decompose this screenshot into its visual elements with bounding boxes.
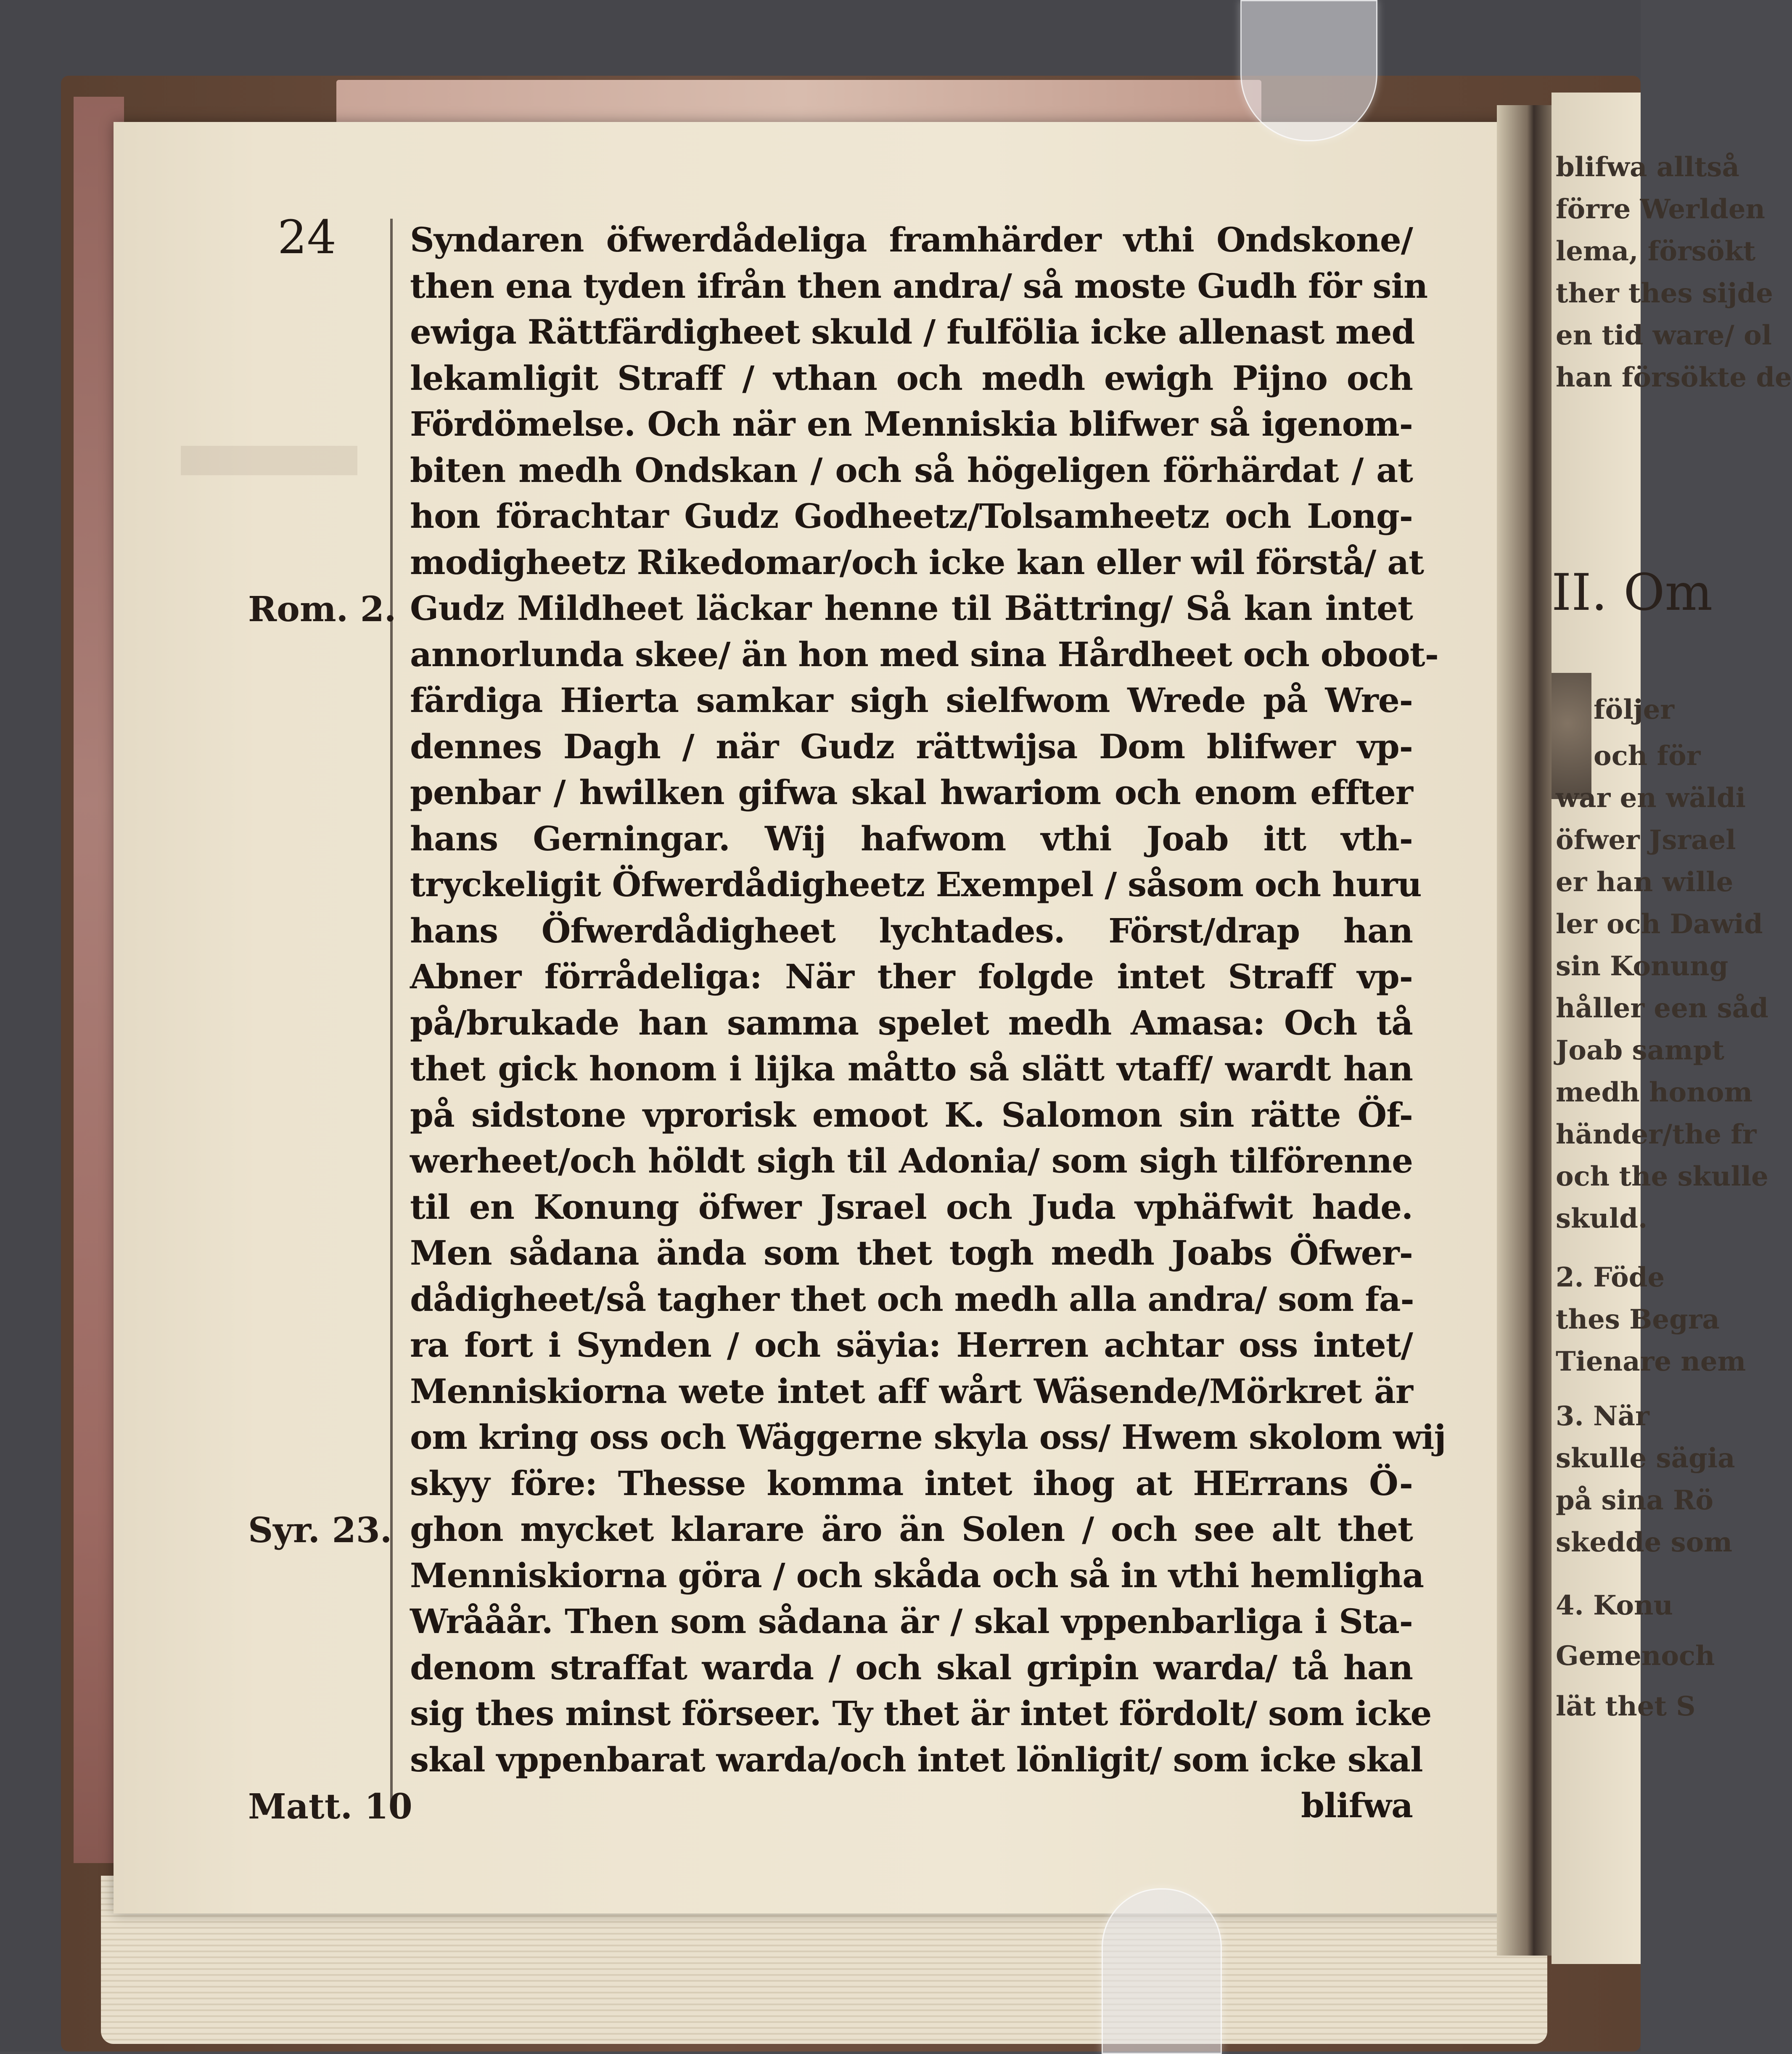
marginal-note: Matt. 10 <box>248 1787 412 1827</box>
facing-page-line: thes Begra <box>1556 1304 1720 1335</box>
text-line: skyy före: Thesse komma intet ihog at HErrans Ö- <box>410 1463 1413 1503</box>
facing-page-line: Joab sampt <box>1556 1035 1724 1066</box>
text-line: werheet/och höldt sigh til Adonia/ som sigh tilförenne <box>410 1141 1413 1181</box>
text-line: blifwa <box>1301 1786 1413 1825</box>
facing-page-line: han försökte de <box>1556 362 1792 393</box>
facing-page-line: och the skulle <box>1556 1161 1768 1192</box>
decorated-initial-icon <box>1551 673 1591 799</box>
facing-page-line: skuld. <box>1556 1203 1648 1234</box>
text-line: Gudz Mildheet läckar henne til Bättring/ Så kan intet <box>410 588 1413 628</box>
text-line: om kring oss och Wäggerne skyla oss/ Hwem skolom wij <box>410 1417 1446 1457</box>
facing-page-line: händer/the fr <box>1556 1119 1757 1150</box>
text-line: sig thes minst förseer. Ty thet är intet fördolt/ som icke <box>410 1694 1432 1733</box>
facing-page-line: skulle sägia <box>1556 1443 1735 1474</box>
facing-page-line: förre Werlden <box>1556 193 1766 225</box>
facing-page-line: följer <box>1594 694 1675 725</box>
facing-page-line: 4. Konu <box>1556 1590 1673 1621</box>
text-line: på sidstone vprorisk emoot K. Salomon sin rätte Öf- <box>410 1095 1413 1135</box>
page-clip-bottom <box>1102 1888 1222 2054</box>
facing-page-line: skedde som <box>1556 1527 1733 1558</box>
facing-page-line: Gemenoch <box>1556 1640 1715 1672</box>
text-line: tryckeligit Öfwerdådigheetz Exempel / såsom och huru <box>410 865 1422 904</box>
facing-page-line: medh honom <box>1556 1077 1753 1108</box>
text-line: ghon mycket klarare äro än Solen / och see alt thet <box>410 1509 1413 1549</box>
facing-page-line: lema, försökt <box>1556 236 1756 267</box>
page-number: 24 <box>278 210 336 264</box>
text-line: Wrååår. Then som sådana är / skal vppenbarliga i Sta- <box>410 1601 1413 1641</box>
cover-top-edge <box>336 80 1261 126</box>
margin-rule <box>390 219 393 1804</box>
text-line: til en Konung öfwer Jsrael och Juda vphäfwit hade. <box>410 1187 1413 1227</box>
facing-page-heading: II. Om <box>1551 564 1713 622</box>
text-line: färdiga Hierta samkar sigh sielfwom Wrede på Wre- <box>410 680 1413 720</box>
text-line: på/brukade han samma spelet medh Amasa: Och tå <box>410 1003 1413 1043</box>
facing-page-line: blifwa alltså <box>1556 151 1739 183</box>
text-line: penbar / hwilken gifwa skal hwariom och enom effter <box>410 773 1413 812</box>
facing-page-line: en tid ware/ ol <box>1556 320 1772 351</box>
facing-page <box>1551 93 1792 1964</box>
facing-page-line: war en wäldi <box>1556 782 1746 814</box>
facing-page-line: sin Konung <box>1556 950 1729 982</box>
facing-page-line: håller een såd <box>1556 993 1768 1024</box>
facing-page-line: lät thet S <box>1556 1691 1696 1722</box>
text-line: dådigheet/så tagher thet och medh alla andra/ som fa- <box>410 1279 1414 1319</box>
text-line: Abner förrådeliga: När ther folgde intet Straff vp- <box>410 957 1413 996</box>
text-line: then ena tyden ifrån then andra/ så moste Gudh för sin <box>410 266 1428 306</box>
text-line: Syndaren öfwerdådeliga framhärder vthi Ondskone/ <box>410 220 1413 259</box>
text-line: dennes Dagh / när Gudz rättwijsa Dom blifwer vp- <box>410 726 1413 766</box>
marginal-note: Syr. 23. <box>248 1510 392 1551</box>
text-line: hon förachtar Gudz Godheetz/Tolsamheetz och Long- <box>410 496 1413 536</box>
facing-page-line: öfwer Jsrael <box>1556 824 1736 856</box>
show-through-smudge <box>181 446 357 475</box>
text-line: Fördömelse. Och när en Menniskia blifwer så igenom- <box>410 404 1413 444</box>
text-line: Menniskiorna wete intet aff wårt Wäsende/Mörkret är <box>410 1371 1413 1411</box>
text-line: lekamligit Straff / vthan och medh ewigh Pijno och <box>410 358 1413 398</box>
text-line: Men sådana ända som thet togh medh Joabs Öfwer- <box>410 1233 1413 1273</box>
text-line: ra fort i Synden / och säyia: Herren achtar oss intet/ <box>410 1325 1413 1365</box>
marginal-note: Rom. 2. <box>248 589 396 630</box>
facing-page-line: på sina Rö <box>1556 1485 1713 1516</box>
text-line: Menniskiorna göra / och skåda och så in vthi hemligha <box>410 1555 1424 1595</box>
text-line: hans Öfwerdådigheet lychtades. Först/drap han <box>410 911 1413 950</box>
facing-page-line: Tienare nem <box>1556 1346 1746 1377</box>
facing-page-line: ler och Dawid <box>1556 908 1763 940</box>
text-line: skal vppenbarat warda/och intet lönligit/ som icke skal <box>410 1739 1423 1779</box>
facing-page-line: 2. Föde <box>1556 1262 1665 1293</box>
text-line: denom straffat warda / och skal gripin warda/ tå han <box>410 1647 1413 1687</box>
text-line: thet gick honom i lijka måtto så slätt vtaff/ wardt han <box>410 1049 1413 1088</box>
facing-page-line: ther thes sijde <box>1556 278 1773 309</box>
text-line: annorlunda skee/ än hon med sina Hårdheet och oboot- <box>410 634 1438 674</box>
facing-page-line: er han wille <box>1556 866 1734 898</box>
text-line: biten medh Ondskan / och så högeligen förhärdat / at <box>410 450 1413 490</box>
text-line: hans Gerningar. Wij hafwom vthi Joab itt vth- <box>410 818 1413 858</box>
facing-page-line: 3. När <box>1556 1400 1649 1432</box>
page-clip-top <box>1240 0 1377 141</box>
text-line: ewiga Rättfärdigheet skuld / fulfölia icke allenast med <box>410 312 1415 352</box>
text-line: modigheetz Rikedomar/och icke kan eller wil förstå/ at <box>410 542 1424 582</box>
facing-page-line: och för <box>1594 740 1701 772</box>
